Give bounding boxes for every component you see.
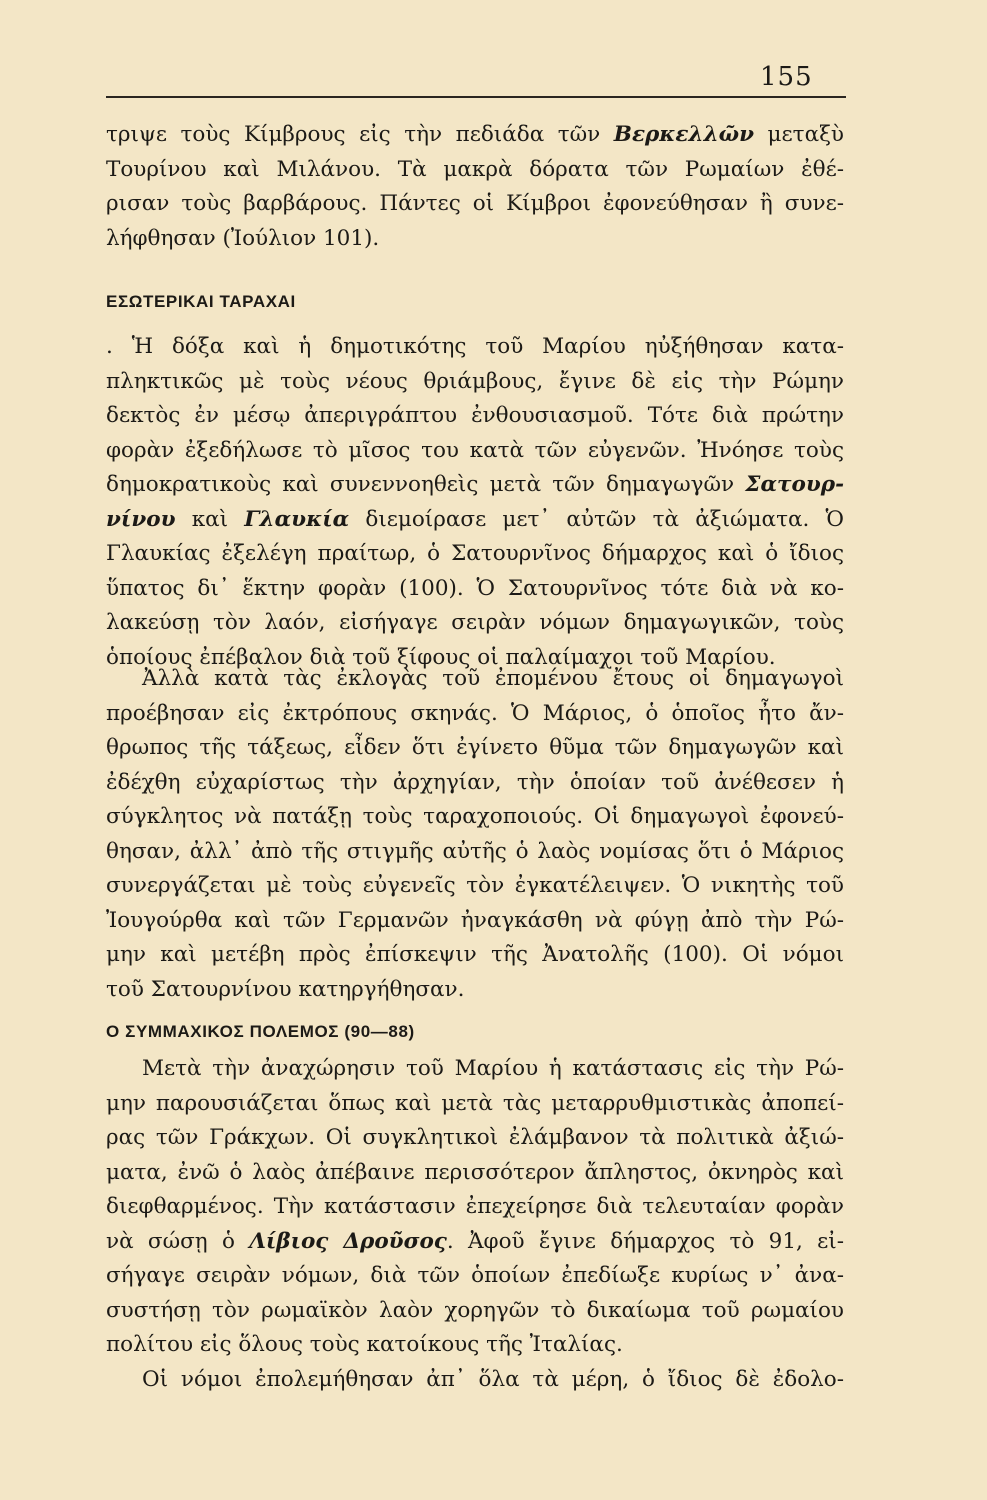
text-line: τοῦ Σατουρνίνου κατηργήθησαν.	[106, 976, 465, 1002]
paragraph-marius-popularity	[106, 330, 844, 675]
text-line: μην καὶ μετέβη πρὸς ἐπίσκεψιν τῆς Ἀνατολῆς (100). Οἱ νόμοι	[106, 942, 844, 967]
text-line: . Ἡ δόξα καὶ ἡ δημοτικότης τοῦ Μαρίου ηὐξήθησαν κατα-	[106, 334, 844, 359]
text-line: ρισαν τοὺς βαρβάρους. Πάντες οἱ Κίμβροι ἐφονεύθησαν ἢ συνε-	[106, 191, 844, 216]
text-line: δημοκρατικοὺς καὶ συνεννοηθεὶς μετὰ τῶν δημαγωγῶν Σατουρ-	[106, 472, 844, 497]
text-line: ἐδέχθη εὐχαρίστως τὴν ἀρχηγίαν, τὴν ὁποίαν τοῦ ἀνέθεσεν ἡ	[106, 769, 844, 795]
header-rule	[106, 96, 846, 98]
text-line: πολίτου εἰς ὅλους τοὺς κατοίκους τῆς Ἰταλίας.	[106, 1332, 623, 1357]
text-line: διεφθαρμένος. Τὴν κατάστασιν ἐπεχείρησε διὰ τελευταίαν φορὰν	[106, 1194, 844, 1219]
text-line: Ἰουγούρθα καὶ τῶν Γερμανῶν ἠναγκάσθη νὰ φύγῃ ἀπὸ τὴν Ρώ-	[106, 907, 844, 933]
text-line: ὕπατος δι᾽ ἕκτην φορὰν (100). Ὁ Σατουρνῖνος τότε διὰ νὰ κο-	[106, 575, 844, 601]
paragraph-demagogues	[106, 662, 844, 1007]
section-heading-internal-unrest: ΕΣΩΤΕΡΙΚΑΙ ΤΑΡΑΧΑΙ	[106, 292, 296, 311]
person-name: Λίβιος Δροῦσος	[249, 1228, 447, 1254]
text-line: Μετὰ τὴν ἀναχώρησιν τοῦ Μαρίου ἡ κατάστασις εἰς τὴν Ρώ-	[142, 1056, 844, 1081]
text-line: νὰ σώσῃ ὁ Λίβιος Δροῦσος. Ἀφοῦ ἔγινε δήμαρχος τὸ 91, εἰ-	[106, 1228, 844, 1254]
paragraph-cimbri	[106, 118, 844, 256]
text-line: Ἀλλὰ κατὰ τὰς ἐκλογὰς τοῦ ἐπομένου ἔτους οἱ δημαγωγοὶ	[142, 666, 844, 691]
text-line: ρας τῶν Γράκχων. Οἱ συγκλητικοὶ ἐλάμβανον τὰ πολιτικὰ ἀξιώ-	[106, 1125, 844, 1150]
page-number: 155	[760, 62, 813, 92]
text-line: φορὰν ἐξεδήλωσε τὸ μῖσος του κατὰ τῶν εὐγενῶν. Ἠνόησε τοὺς	[106, 437, 844, 463]
place-name: Βερκελλῶν	[613, 122, 755, 147]
text-line: τριψε τοὺς Κίμβρους εἰς τὴν πεδιάδα τῶν Βερκελλῶν μεταξὺ	[106, 122, 844, 147]
text-line: μην παρουσιάζεται ὅπως καὶ μετὰ τὰς μεταρρυθμιστικὰς ἀποπεί-	[106, 1090, 844, 1116]
paragraph-drusus	[106, 1052, 844, 1397]
text-line: συστήσῃ τὸν ρωμαϊκὸν λαὸν χορηγῶν τὸ δικαίωμα τοῦ ρωμαίου	[106, 1297, 844, 1323]
person-name: Γλαυκία	[244, 506, 350, 532]
person-name: νίνου	[106, 506, 176, 532]
text-line: θρωπος τῆς τάξεως, εἶδεν ὅτι ἐγίνετο θῦμα τῶν δημαγωγῶν καὶ	[106, 735, 844, 760]
text-line: λήφθησαν (Ἰούλιον 101).	[106, 225, 380, 251]
text-line: δεκτὸς ἐν μέσῳ ἀπεριγράπτου ἐνθουσιασμοῦ. Τότε διὰ πρώτην	[106, 403, 844, 428]
text-line: πληκτικῶς μὲ τοὺς νέους θριάμβους, ἔγινε δὲ εἰς τὴν Ρώμην	[106, 368, 844, 394]
text-line: λακεύσῃ τὸν λαόν, εἰσήγαγε σειρὰν νόμων δημαγωγικῶν, τοὺς	[106, 610, 844, 635]
section-heading-social-war: Ο ΣΥΜΜΑΧΙΚΟΣ ΠΟΛΕΜΟΣ (90—88)	[106, 1022, 415, 1041]
text-line: Οἱ νόμοι ἐπολεμήθησαν ἀπ᾽ ὅλα τὰ μέρη, ὁ ἴδιος δὲ ἐδολο-	[142, 1366, 844, 1392]
text-line: ματα, ἐνῶ ὁ λαὸς ἀπέβαινε περισσότερον ἄπληστος, ὀκνηρὸς καὶ	[106, 1159, 844, 1185]
text-line: νίνου καὶ Γλαυκία διεμοίρασε μετ᾽ αὐτῶν τὰ ἀξιώματα. Ὁ	[106, 506, 844, 532]
text-line: Γλαυκίας ἐξελέγη πραίτωρ, ὁ Σατουρνῖνος δήμαρχος καὶ ὁ ἴδιος	[106, 541, 844, 566]
text-line: ὁποίους ἐπέβαλον διὰ τοῦ ξίφους οἱ παλαίμαχοι τοῦ Μαρίου.	[106, 644, 776, 670]
person-name: Σατουρ-	[745, 472, 844, 497]
text-line: Τουρίνου καὶ Μιλάνου. Τὰ μακρὰ δόρατα τῶν Ρωμαίων ἐθέ-	[106, 156, 844, 182]
text-line: σήγαγε σειρὰν νόμων, διὰ τῶν ὁποίων ἐπεδίωξε κυρίως ν᾽ ἀνα-	[106, 1263, 844, 1288]
text-line: προέβησαν εἰς ἐκτρόπους σκηνάς. Ὁ Μάριος, ὁ ὁποῖος ἦτο ἄν-	[106, 700, 844, 726]
text-line: συνεργάζεται μὲ τοὺς εὐγενεῖς τὸν ἐγκατέλειψεν. Ὁ νικητὴς τοῦ	[106, 873, 844, 898]
text-line: σύγκλητος νὰ πατάξῃ τοὺς ταραχοποιούς. Οἱ δημαγωγοὶ ἐφονεύ-	[106, 804, 844, 829]
text-line: θησαν, ἀλλ᾽ ἀπὸ τῆς στιγμῆς αὐτῆς ὁ λαὸς νομίσας ὅτι ὁ Μάριος	[106, 838, 844, 864]
